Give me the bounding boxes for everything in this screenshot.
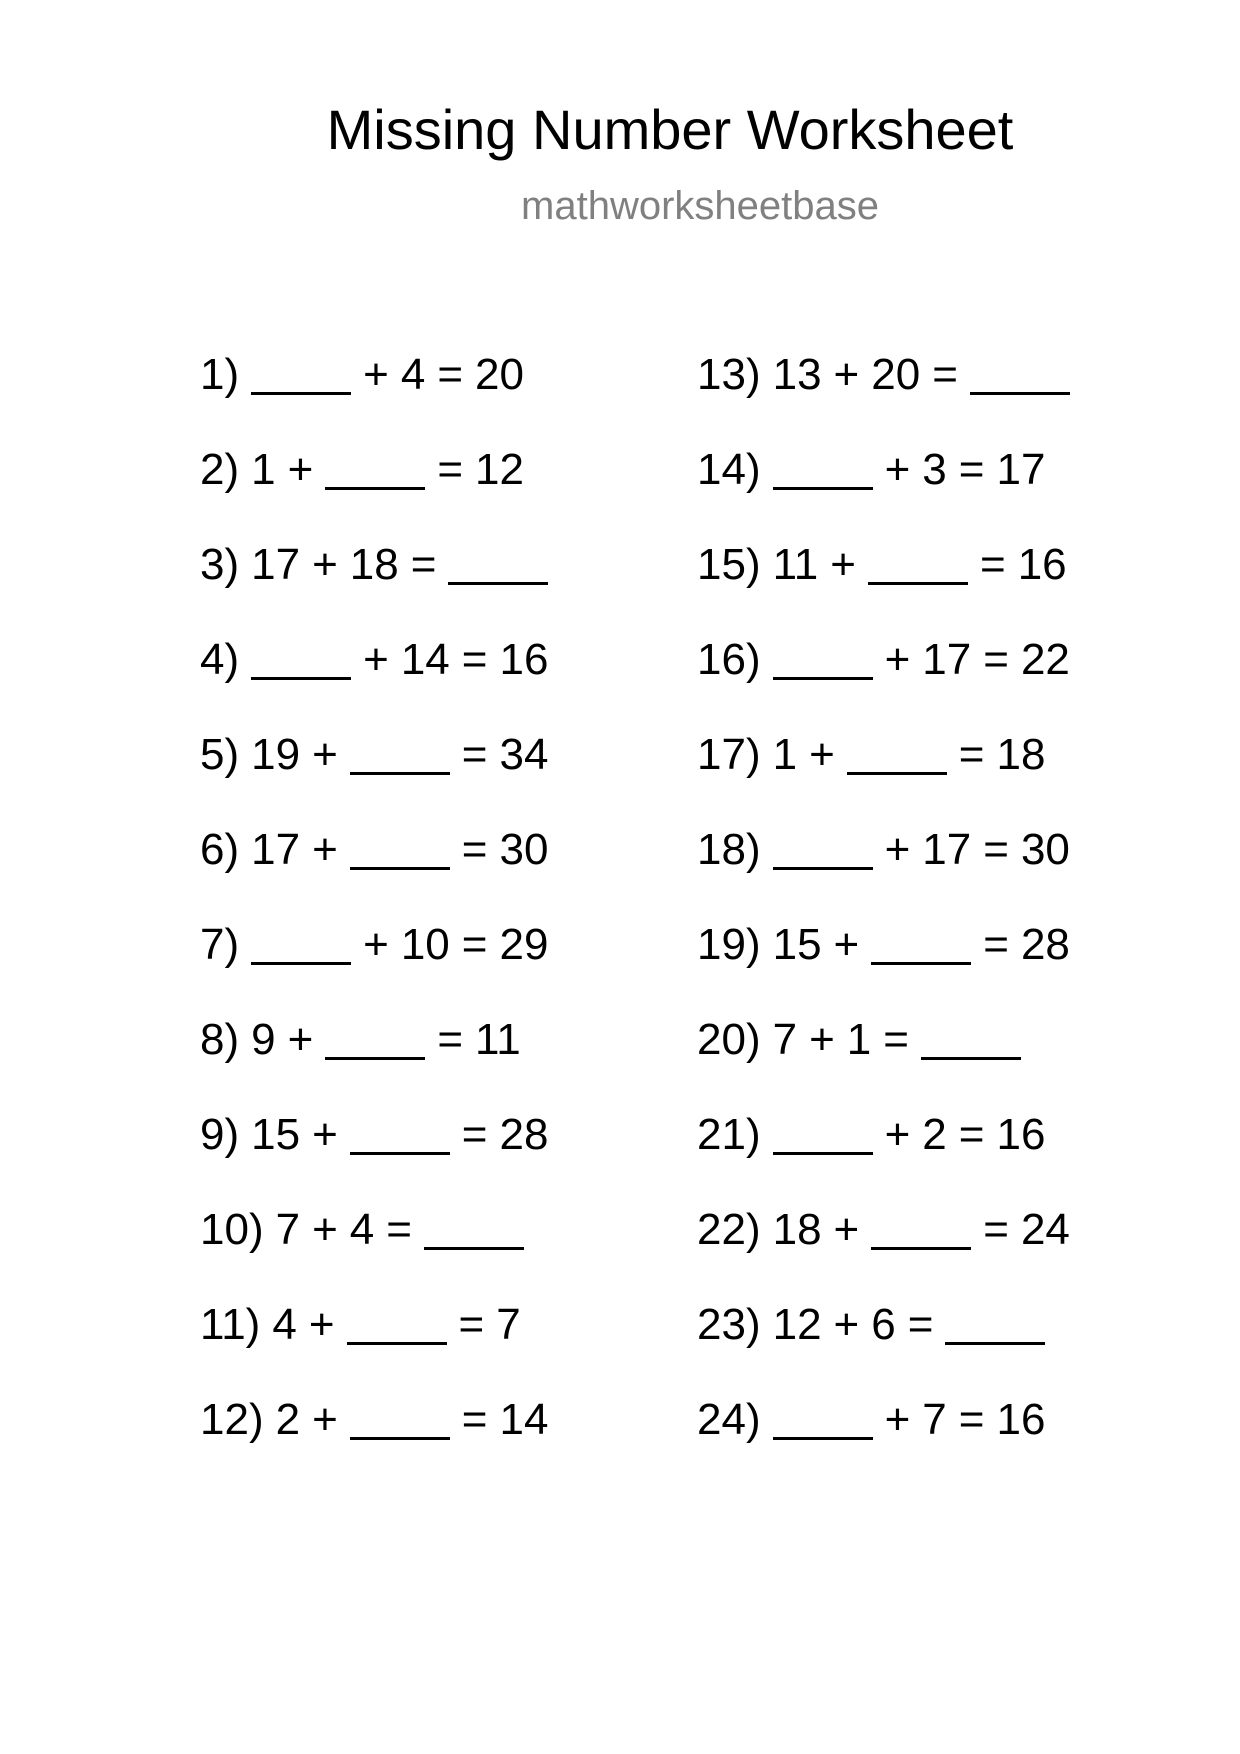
- equals-sign: =: [461, 1395, 488, 1444]
- plus-sign: +: [884, 825, 911, 874]
- addend-1: 11: [772, 540, 819, 589]
- plus-sign: +: [363, 350, 389, 399]
- sum: 29: [499, 920, 549, 969]
- equals-sign: =: [932, 350, 958, 399]
- equals-sign: =: [983, 825, 1009, 874]
- problem-number: 12): [200, 1395, 264, 1444]
- problem-number: 23): [697, 1300, 761, 1349]
- problem-number: 15): [697, 540, 761, 589]
- plus-sign: +: [308, 1300, 335, 1349]
- addend-2: 1: [846, 1015, 872, 1064]
- sum: 18: [996, 730, 1046, 779]
- answer-blank[interactable]: [325, 447, 425, 490]
- problem-number: 19): [697, 920, 761, 969]
- problem-number: 8): [200, 1015, 240, 1064]
- page-subtitle: mathworksheetbase: [521, 184, 879, 228]
- addend-1: 4: [272, 1300, 297, 1349]
- plus-sign: +: [830, 540, 856, 589]
- addend-2: 7: [922, 1395, 947, 1444]
- plus-sign: +: [312, 1395, 338, 1444]
- answer-blank[interactable]: [251, 352, 351, 395]
- plus-sign: +: [809, 730, 835, 779]
- answer-blank[interactable]: [350, 827, 450, 870]
- addend-2: 17: [922, 825, 972, 874]
- plus-sign: +: [833, 350, 860, 399]
- answer-blank[interactable]: [773, 1112, 873, 1155]
- problem-item: [200, 1106, 560, 1201]
- plus-sign: +: [312, 730, 338, 779]
- addend-1: 17: [251, 540, 301, 589]
- equals-sign: =: [461, 920, 488, 969]
- equals-sign: =: [907, 1300, 934, 1349]
- addend-2: 17: [922, 635, 972, 684]
- problem-number: 18): [697, 825, 761, 874]
- problem-number: 11): [200, 1300, 261, 1349]
- plus-sign: +: [809, 1015, 835, 1064]
- equals-sign: =: [437, 445, 464, 494]
- equals-sign: =: [958, 445, 985, 494]
- answer-blank[interactable]: [325, 1017, 425, 1060]
- answer-blank[interactable]: [251, 922, 351, 965]
- equals-sign: =: [461, 1110, 488, 1159]
- answer-blank[interactable]: [350, 1397, 450, 1440]
- sum: 16: [499, 635, 549, 684]
- sum: 34: [499, 730, 549, 779]
- sum: 17: [996, 445, 1046, 494]
- sum: 16: [996, 1110, 1046, 1159]
- equals-sign: =: [386, 1205, 412, 1254]
- answer-blank[interactable]: [871, 1207, 971, 1250]
- equals-sign: =: [983, 635, 1009, 684]
- answer-blank[interactable]: [871, 922, 971, 965]
- addend-1: 12: [772, 1300, 822, 1349]
- sum: 20: [475, 350, 524, 399]
- addend-2: 3: [922, 445, 947, 494]
- answer-blank[interactable]: [448, 542, 548, 585]
- equals-sign: =: [958, 730, 985, 779]
- addend-1: 1: [251, 445, 276, 494]
- equals-sign: =: [461, 635, 488, 684]
- answer-blank[interactable]: [773, 447, 873, 490]
- answer-blank[interactable]: [773, 1397, 873, 1440]
- problem-item: [697, 1391, 1082, 1486]
- problem-item: [200, 441, 560, 536]
- addend-1: 17: [251, 825, 301, 874]
- problem-number: 24): [697, 1395, 761, 1444]
- addend-1: 1: [772, 730, 798, 779]
- answer-blank[interactable]: [350, 732, 450, 775]
- plus-sign: +: [833, 920, 860, 969]
- sum: 16: [1017, 540, 1067, 589]
- answer-blank[interactable]: [921, 1017, 1021, 1060]
- problem-item: [697, 346, 1082, 441]
- problem-number: 5): [200, 730, 240, 779]
- answer-blank[interactable]: [847, 732, 947, 775]
- sum: 7: [496, 1300, 521, 1349]
- problem-item: [697, 441, 1082, 536]
- sum: 22: [1020, 635, 1070, 684]
- problem-item: [200, 1391, 560, 1486]
- problem-item: [200, 631, 560, 726]
- plus-sign: +: [287, 1015, 314, 1064]
- problem-column-left: [200, 346, 560, 1486]
- problem-number: 17): [697, 730, 761, 779]
- problem-number: 16): [697, 635, 761, 684]
- page-title: Missing Number Worksheet: [326, 98, 1014, 161]
- plus-sign: +: [312, 825, 338, 874]
- problem-number: 3): [200, 540, 240, 589]
- problem-item: [697, 916, 1082, 1011]
- equals-sign: =: [958, 1395, 985, 1444]
- problem-number: 20): [697, 1015, 761, 1064]
- addend-1: 7: [275, 1205, 301, 1254]
- addend-2: 14: [400, 635, 450, 684]
- plus-sign: +: [363, 920, 389, 969]
- addend-2: 6: [871, 1300, 896, 1349]
- addend-1: 7: [772, 1015, 798, 1064]
- problem-number: 2): [200, 445, 240, 494]
- addend-1: 15: [772, 920, 822, 969]
- problem-number: 21): [697, 1110, 761, 1159]
- equals-sign: =: [461, 730, 488, 779]
- addend-2: 18: [349, 540, 399, 589]
- problem-number: 22): [697, 1205, 761, 1254]
- problem-item: [200, 726, 560, 821]
- problem-number: 10): [200, 1205, 264, 1254]
- addend-2: 4: [349, 1205, 375, 1254]
- sum: 30: [1020, 825, 1070, 874]
- addend-2: 4: [400, 350, 426, 399]
- problem-column-right: [697, 346, 1082, 1486]
- answer-blank[interactable]: [945, 1302, 1045, 1345]
- answer-blank[interactable]: [868, 542, 968, 585]
- addend-1: 9: [251, 1015, 276, 1064]
- equals-sign: =: [883, 1015, 909, 1064]
- plus-sign: +: [833, 1205, 860, 1254]
- sum: 11: [475, 1015, 521, 1064]
- problem-number: 13): [697, 350, 761, 399]
- plus-sign: +: [312, 1110, 338, 1159]
- sum: 30: [499, 825, 549, 874]
- problem-item: [200, 1296, 560, 1391]
- problem-item: [697, 726, 1082, 821]
- problem-item: [200, 1201, 560, 1296]
- plus-sign: +: [884, 635, 911, 684]
- sum: 24: [1020, 1205, 1070, 1254]
- addend-1: 13: [772, 350, 822, 399]
- plus-sign: +: [833, 1300, 860, 1349]
- problem-number: 14): [697, 445, 761, 494]
- equals-sign: =: [437, 1015, 464, 1064]
- answer-blank[interactable]: [773, 637, 873, 680]
- plus-sign: +: [312, 1205, 338, 1254]
- addend-2: 10: [400, 920, 450, 969]
- answer-blank[interactable]: [424, 1207, 524, 1250]
- problem-item: [697, 536, 1082, 631]
- plus-sign: +: [884, 445, 911, 494]
- answer-blank[interactable]: [970, 352, 1070, 395]
- equals-sign: =: [983, 920, 1009, 969]
- answer-blank[interactable]: [350, 1112, 450, 1155]
- answer-blank[interactable]: [773, 827, 873, 870]
- problem-item: [697, 1011, 1082, 1106]
- sum: 16: [996, 1395, 1046, 1444]
- problem-item: [697, 1201, 1082, 1296]
- sum: 28: [499, 1110, 549, 1159]
- sum: 14: [499, 1395, 549, 1444]
- answer-blank[interactable]: [347, 1302, 447, 1345]
- problem-item: [200, 1011, 560, 1106]
- equals-sign: =: [437, 350, 464, 399]
- problem-item: [200, 346, 560, 441]
- problem-item: [697, 631, 1082, 726]
- equals-sign: =: [461, 825, 488, 874]
- answer-blank[interactable]: [251, 637, 351, 680]
- addend-1: 18: [772, 1205, 822, 1254]
- plus-sign: +: [884, 1395, 911, 1444]
- addend-2: 2: [922, 1110, 947, 1159]
- problem-number: 4): [200, 635, 240, 684]
- problem-item: [697, 1106, 1082, 1201]
- problem-item: [697, 1296, 1082, 1391]
- equals-sign: =: [983, 1205, 1009, 1254]
- plus-sign: +: [884, 1110, 911, 1159]
- problem-number: 7): [200, 920, 240, 969]
- plus-sign: +: [287, 445, 314, 494]
- problem-item: [200, 821, 560, 916]
- addend-1: 2: [275, 1395, 301, 1444]
- addend-1: 15: [251, 1110, 301, 1159]
- plus-sign: +: [363, 635, 389, 684]
- problem-item: [200, 536, 560, 631]
- plus-sign: +: [312, 540, 338, 589]
- equals-sign: =: [410, 540, 437, 589]
- problem-number: 1): [200, 350, 240, 399]
- problem-item: [697, 821, 1082, 916]
- addend-2: 20: [871, 350, 921, 399]
- problem-item: [200, 916, 560, 1011]
- addend-1: 19: [251, 730, 301, 779]
- equals-sign: =: [458, 1300, 485, 1349]
- equals-sign: =: [958, 1110, 985, 1159]
- problem-number: 9): [200, 1110, 240, 1159]
- equals-sign: =: [979, 540, 1006, 589]
- sum: 28: [1020, 920, 1070, 969]
- sum: 12: [475, 445, 524, 494]
- problem-number: 6): [200, 825, 240, 874]
